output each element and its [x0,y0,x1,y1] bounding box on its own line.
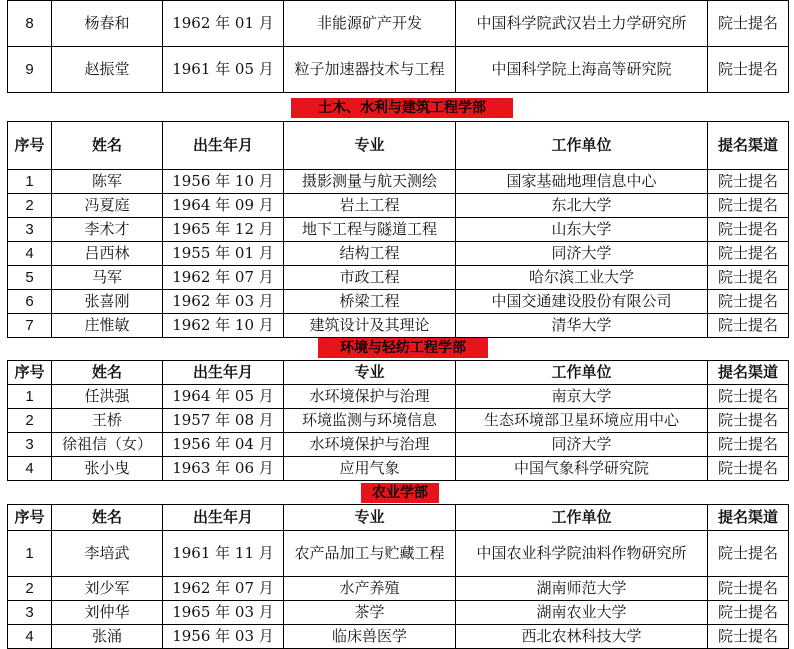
table-row [8,1,789,47]
cell-channel: 院士提名 [708,625,789,649]
cell-unit: 生态环境部卫星环境应用中心 [456,409,708,433]
cell-birth: 1965 年 03 月 [163,601,284,625]
cell-major: 水环境保护与治理 [284,385,456,409]
section-banner-civil: 土木、水利与建筑工程学部 [291,98,513,118]
cell-unit: 南京大学 [456,385,708,409]
cell-seq: 1 [8,385,52,409]
cell-name: 任洪强 [52,385,163,409]
col-header-birth: 出生年月 [163,505,284,531]
cell-unit: 东北大学 [456,194,708,218]
header-row [8,122,789,170]
cell-birth: 1962 年 03 月 [163,290,284,314]
civil-table-body [8,170,789,338]
cell-major: 建筑设计及其理论 [284,314,456,338]
cell-unit: 同济大学 [456,242,708,266]
cell-channel: 院士提名 [708,433,789,457]
col-header-channel: 提名渠道 [708,361,789,385]
cell-seq: 4 [8,457,52,481]
cell-major: 农产品加工与贮藏工程 [284,531,456,577]
cell-major: 桥梁工程 [284,290,456,314]
cell-major: 地下工程与隧道工程 [284,218,456,242]
cell-seq: 9 [8,47,52,93]
agriculture-table [7,504,789,649]
cell-name: 刘仲华 [52,601,163,625]
cell-major: 摄影测量与航天测绘 [284,170,456,194]
cell-major: 临床兽医学 [284,625,456,649]
col-header-birth: 出生年月 [163,122,284,170]
cell-birth: 1962 年 07 月 [163,577,284,601]
cell-unit: 清华大学 [456,314,708,338]
cell-birth: 1961 年 11 月 [163,531,284,577]
cell-channel: 院士提名 [708,290,789,314]
table-row [8,290,789,314]
cell-birth: 1956 年 10 月 [163,170,284,194]
section-banner-environment: 环境与轻纺工程学部 [318,338,488,358]
cell-major: 水产养殖 [284,577,456,601]
table-row [8,625,789,649]
table-row [8,385,789,409]
cell-channel: 院士提名 [708,385,789,409]
cell-unit: 同济大学 [456,433,708,457]
cell-birth: 1957 年 08 月 [163,409,284,433]
cell-channel: 院士提名 [708,266,789,290]
cell-birth: 1955 年 01 月 [163,242,284,266]
cell-name: 陈军 [52,170,163,194]
cell-birth: 1962 年 07 月 [163,266,284,290]
table-row [8,601,789,625]
cell-channel: 院士提名 [708,1,789,47]
table-row [8,170,789,194]
table-row [8,409,789,433]
cell-major: 结构工程 [284,242,456,266]
cell-major: 应用气象 [284,457,456,481]
table-row [8,194,789,218]
cell-seq: 4 [8,242,52,266]
section-banner-agriculture: 农业学部 [361,483,439,503]
cell-birth: 1964 年 05 月 [163,385,284,409]
cell-channel: 院士提名 [708,409,789,433]
cell-channel: 院士提名 [708,170,789,194]
cell-name: 王桥 [52,409,163,433]
col-header-unit: 工作单位 [456,122,708,170]
cell-seq: 3 [8,601,52,625]
cell-seq: 2 [8,577,52,601]
cell-unit: 中国交通建设股份有限公司 [456,290,708,314]
environment-table-body [8,385,789,481]
table-row [8,457,789,481]
table-row [8,314,789,338]
table-row [8,531,789,577]
col-header-name: 姓名 [52,122,163,170]
cell-channel: 院士提名 [708,218,789,242]
top-table-body [8,1,789,93]
cell-channel: 院士提名 [708,577,789,601]
cell-seq: 2 [8,409,52,433]
cell-unit: 西北农林科技大学 [456,625,708,649]
col-header-major: 专业 [284,361,456,385]
cell-channel: 院士提名 [708,47,789,93]
cell-unit: 国家基础地理信息中心 [456,170,708,194]
cell-name: 冯夏庭 [52,194,163,218]
top-table [7,0,789,93]
cell-unit: 哈尔滨工业大学 [456,266,708,290]
cell-unit: 湖南师范大学 [456,577,708,601]
cell-major: 岩土工程 [284,194,456,218]
cell-major: 粒子加速器技术与工程 [284,47,456,93]
col-header-major: 专业 [284,122,456,170]
cell-seq: 3 [8,218,52,242]
cell-seq: 1 [8,170,52,194]
col-header-seq: 序号 [8,505,52,531]
table-row [8,47,789,93]
cell-name: 马军 [52,266,163,290]
environment-table [7,360,789,481]
cell-birth: 1965 年 12 月 [163,218,284,242]
cell-unit: 中国农业科学院油料作物研究所 [456,531,708,577]
cell-channel: 院士提名 [708,314,789,338]
cell-channel: 院士提名 [708,194,789,218]
col-header-birth: 出生年月 [163,361,284,385]
cell-major: 水环境保护与治理 [284,433,456,457]
cell-unit: 中国科学院武汉岩土力学研究所 [456,1,708,47]
cell-channel: 院士提名 [708,242,789,266]
cell-major: 茶学 [284,601,456,625]
col-header-unit: 工作单位 [456,361,708,385]
table-row [8,242,789,266]
cell-seq: 1 [8,531,52,577]
cell-birth: 1961 年 05 月 [163,47,284,93]
cell-seq: 6 [8,290,52,314]
col-header-channel: 提名渠道 [708,505,789,531]
cell-channel: 院士提名 [708,457,789,481]
cell-name: 李术才 [52,218,163,242]
cell-name: 吕西林 [52,242,163,266]
cell-unit: 中国气象科学研究院 [456,457,708,481]
cell-major: 非能源矿产开发 [284,1,456,47]
cell-channel: 院士提名 [708,601,789,625]
col-header-unit: 工作单位 [456,505,708,531]
col-header-name: 姓名 [52,505,163,531]
cell-unit: 湖南农业大学 [456,601,708,625]
table-row [8,218,789,242]
col-header-major: 专业 [284,505,456,531]
cell-name: 庄惟敏 [52,314,163,338]
cell-name: 刘少军 [52,577,163,601]
col-header-name: 姓名 [52,361,163,385]
cell-major: 环境监测与环境信息 [284,409,456,433]
cell-name: 杨春和 [52,1,163,47]
cell-seq: 7 [8,314,52,338]
header-row [8,505,789,531]
cell-seq: 8 [8,1,52,47]
cell-birth: 1962 年 10 月 [163,314,284,338]
cell-birth: 1956 年 04 月 [163,433,284,457]
cell-name: 张喜刚 [52,290,163,314]
col-header-seq: 序号 [8,361,52,385]
table-row [8,266,789,290]
cell-unit: 中国科学院上海高等研究院 [456,47,708,93]
cell-channel: 院士提名 [708,531,789,577]
cell-major: 市政工程 [284,266,456,290]
cell-name: 张小曳 [52,457,163,481]
cell-name: 赵振堂 [52,47,163,93]
civil-engineering-table [7,121,789,338]
cell-birth: 1956 年 03 月 [163,625,284,649]
col-header-channel: 提名渠道 [708,122,789,170]
header-row [8,361,789,385]
cell-seq: 5 [8,266,52,290]
cell-birth: 1962 年 01 月 [163,1,284,47]
cell-seq: 2 [8,194,52,218]
col-header-seq: 序号 [8,122,52,170]
cell-birth: 1963 年 06 月 [163,457,284,481]
cell-unit: 山东大学 [456,218,708,242]
cell-name: 李培武 [52,531,163,577]
table-row [8,433,789,457]
cell-name: 张涌 [52,625,163,649]
table-row [8,577,789,601]
cell-name: 徐祖信（女） [52,433,163,457]
cell-seq: 4 [8,625,52,649]
agriculture-table-body [8,531,789,649]
cell-seq: 3 [8,433,52,457]
cell-birth: 1964 年 09 月 [163,194,284,218]
